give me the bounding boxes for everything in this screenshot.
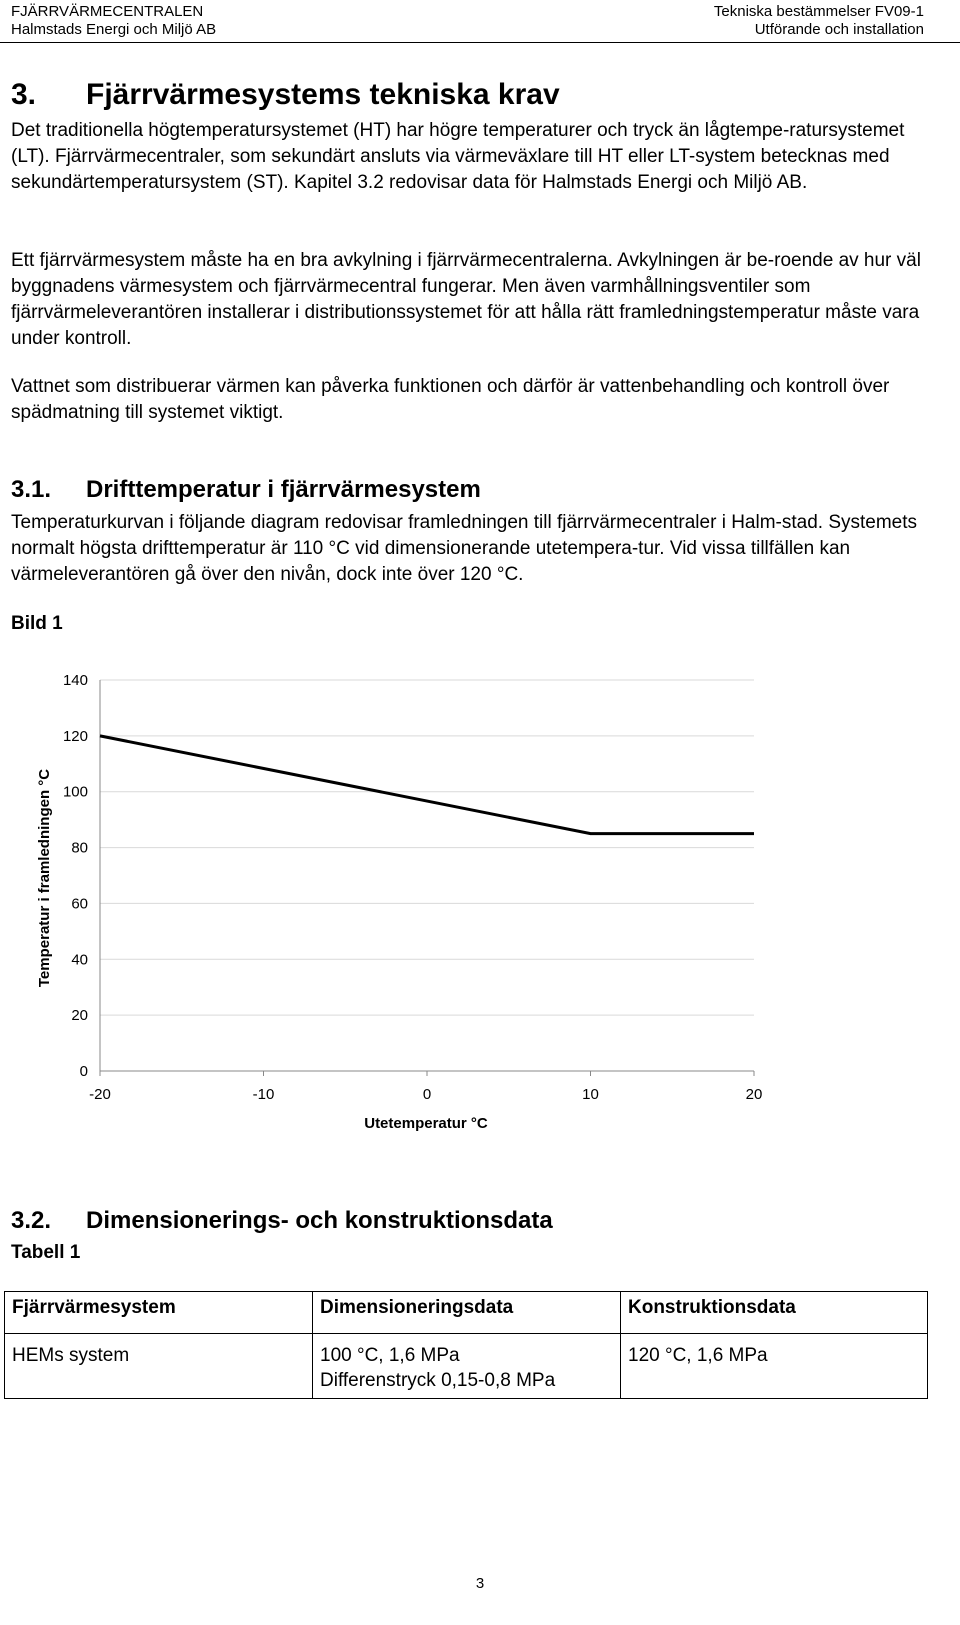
y-tick-label: 0 [79,1063,88,1080]
x-tick-label: 10 [582,1086,599,1103]
cell-dim-line: 100 °C, 1,6 MPa [320,1345,460,1366]
cell-konstr: 120 °C, 1,6 MPa [621,1334,928,1399]
dimension-table [4,1291,928,1399]
y-tick-label: 40 [71,951,88,969]
paragraph-vattenbehandling: Vattnet som distribuerar värmen kan påverka funktionen och därför är vattenbehandling och kontroll över spädmatning till systemet viktigt. [11,376,890,423]
y-tick-label: 20 [71,1007,88,1025]
document-header-left [11,3,216,39]
section-3-1-heading [11,476,481,504]
section-3-heading [11,77,560,113]
x-axis-label: Utetemperatur °C [364,1115,488,1132]
section-number: 3.2. [11,1207,52,1234]
figure-caption: Bild 1 [11,613,63,634]
column-header-dim: Dimensioneringsdata [313,1292,621,1334]
y-tick-label: 80 [71,839,88,857]
document-header-right [714,3,924,39]
header-doc-id: Tekniska bestämmelser FV09-1 [713,3,924,20]
y-tick-label: 100 [62,783,88,801]
x-tick-label: -10 [252,1086,275,1103]
cell-dim-line: Differenstryck 0,15-0,8 MPa [320,1370,556,1391]
section-title: Fjärrvärmesystems tekniska krav [86,78,560,111]
section-3-2-heading [11,1207,553,1235]
x-tick-label: -20 [89,1086,111,1103]
paragraph-avkylning: Ett fjärrvärmesystem måste ha en bra avkylning i fjärrvärmecentralerna. Avkylningen är be-roende av hur väl byggnadens värmesystem och fjärrvärmecentral fungerar. Men även varmhållningsventiler som fjärrvärmeleverantören installerar i distributionssystemet för att hålla rätt framledningstemperatur måste vara under kontroll. [11,250,921,349]
cell-system: HEMs system [5,1334,313,1399]
section-title: Dimensionerings- och konstruktionsdata [86,1207,553,1234]
y-tick-label: 60 [71,895,88,913]
y-tick-label: 140 [62,672,88,689]
temperature-chart [0,660,960,1160]
table-caption: Tabell 1 [11,1242,81,1263]
y-axis-label: Temperatur i framledningen °C [36,768,53,988]
header-divider [0,42,960,43]
section-number: 3. [11,78,37,111]
header-title: FJÄRRVÄRMECENTRALEN [11,3,204,20]
header-subtitle: Utförande och installation [754,21,924,38]
column-header-system: Fjärrvärmesystem [5,1292,313,1334]
table-header-row [5,1292,928,1334]
series-line-0 [100,736,754,834]
page-number: 3 [475,1575,485,1592]
cell-dim [313,1334,621,1399]
section-number: 3.1. [11,476,52,503]
column-header-konstr: Konstruktionsdata [621,1292,928,1334]
header-company: Halmstads Energi och Miljö AB [11,21,217,38]
y-tick-label: 120 [62,727,88,745]
paragraph-temperaturkurva: Temperaturkurvan i följande diagram redovisar framledningen till fjärrvärmecentraler i Halm-stad. Systemets normalt högsta drifttemperatur är 110 °C vid dimensionerande utetempera-tur. Vid vissa tillfällen kan värmeleverantören gå över den nivån, dock inte över 120 °C. [11,512,918,585]
paragraph-ht-lt: Det traditionella högtemperatursystemet (HT) har högre temperaturer och tryck än lågtempe-ratursystemet (LT). Fjärrvärmecentraler, som sekundärt ansluts via värmeväxlare till HT eller LT-system betecknas med sekundärtemperatursystem (ST). Kapitel 3.2 redovisar data för Halmstads Energi och Miljö AB. [11,120,905,193]
x-tick-label: 20 [745,1086,763,1103]
section-title: Drifttemperatur i fjärrvärmesystem [86,476,481,503]
x-tick-label: 0 [422,1086,432,1103]
table-row [5,1334,928,1399]
